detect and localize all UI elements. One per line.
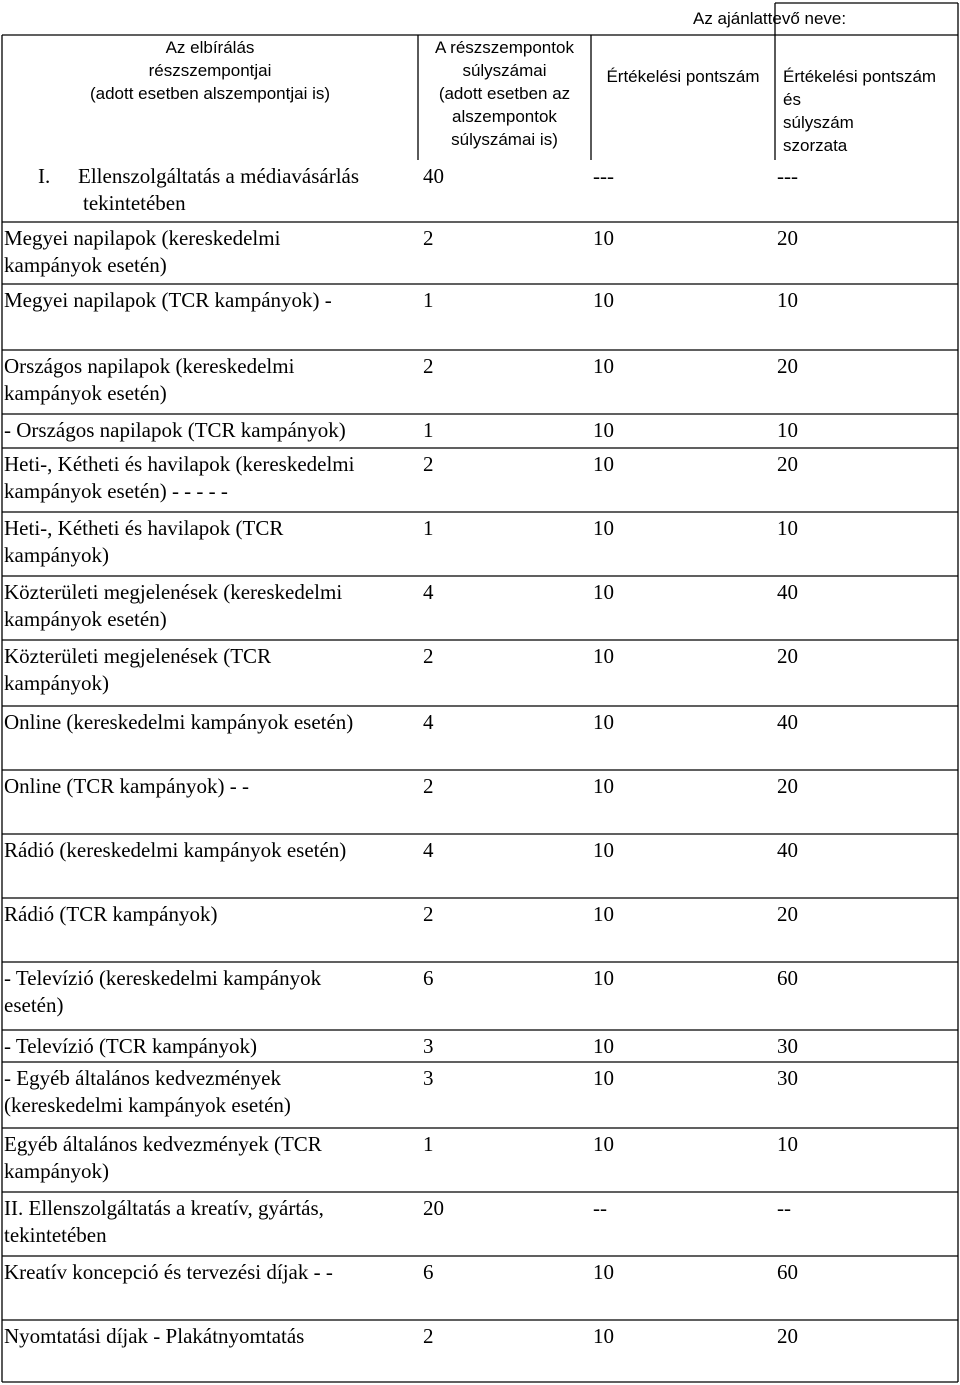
row-label-line: Megyei napilapok (TCR kampányok) -: [4, 288, 332, 312]
row-weight: 3: [423, 1034, 434, 1058]
row-label-line: - Televízió (TCR kampányok): [4, 1034, 257, 1058]
section-title: Ellenszolgáltatás a médiavásárlás: [78, 164, 360, 188]
row-product: 20: [777, 644, 798, 668]
criteria-column-header-line: (adott esetben alszempontjai is): [89, 84, 331, 103]
row-label-line: Közterületi megjelenések (TCR: [4, 644, 272, 668]
row-score: 10: [593, 516, 614, 540]
row-label-line: (kereskedelmi kampányok esetén): [4, 1093, 291, 1117]
row-product: 10: [777, 1132, 798, 1156]
row-product: 60: [777, 966, 798, 990]
row-label-line: kampányok): [4, 671, 109, 695]
row-label-line: kampányok esetén): [4, 607, 167, 631]
row-label-line: Nyomtatási díjak - Plakátnyomtatás: [4, 1324, 305, 1348]
row-weight: 4: [423, 580, 434, 604]
row-label-line: Heti-, Kétheti és havilapok (kereskedelmi: [4, 452, 355, 476]
row-label-line: Megyei napilapok (kereskedelmi: [4, 226, 281, 250]
weight-column-header-line: súlyszámai is): [451, 130, 558, 149]
row-label-line: Országos napilapok (kereskedelmi: [4, 354, 295, 378]
row-label: [4, 1033, 257, 1060]
row-product: 20: [777, 1324, 798, 1348]
row-label: [4, 287, 332, 314]
row-label: [4, 837, 346, 864]
criteria-column-header: [2, 36, 418, 105]
row-score: 10: [593, 418, 614, 442]
row-score: 10: [593, 1260, 614, 1284]
row-weight: 2: [423, 1324, 434, 1348]
row-label-line: - Országos napilapok (TCR kampányok): [4, 418, 346, 442]
row-weight: 3: [423, 1066, 434, 1090]
product-column-header-line: Értékelési pontszám: [783, 67, 937, 86]
product-column-header-line: szorzata: [783, 136, 848, 155]
row-product: 30: [777, 1034, 798, 1058]
row-weight: 20: [423, 1196, 444, 1220]
row-label-line: Rádió (kereskedelmi kampányok esetén): [4, 838, 347, 862]
row-score: 10: [593, 774, 614, 798]
row-label: [4, 225, 280, 279]
row-label: [4, 901, 217, 928]
score-column-header: [591, 65, 775, 88]
row-weight: 2: [423, 902, 434, 926]
row-score: 10: [593, 354, 614, 378]
row-product: 20: [777, 226, 798, 250]
row-label: [4, 1131, 322, 1185]
row-label-line: kampányok): [4, 543, 109, 567]
weight-column-header-line: alszempontok: [452, 107, 557, 126]
row-label-line: Online (TCR kampányok) - -: [4, 774, 249, 798]
row-score: 10: [593, 966, 614, 990]
row-score: ---: [593, 164, 614, 188]
row-label-line: Egyéb általános kedvezmények (TCR: [4, 1132, 322, 1156]
row-score: --: [593, 1196, 607, 1220]
row-weight: 1: [423, 1132, 434, 1156]
row-score: 10: [593, 580, 614, 604]
row-product: 10: [777, 418, 798, 442]
product-column-header-line: és: [783, 90, 801, 109]
row-label: [4, 643, 271, 697]
row-label-line: Online (kereskedelmi kampányok esetén): [4, 710, 354, 734]
row-label-line: - Egyéb általános kedvezmények: [4, 1066, 281, 1090]
row-label: [4, 1259, 333, 1286]
row-label: [4, 1195, 324, 1249]
row-label: [4, 1065, 291, 1119]
product-column-header: [783, 65, 936, 157]
row-score: 10: [593, 1132, 614, 1156]
row-weight: 2: [423, 226, 434, 250]
row-label-line: tekintetében: [4, 1223, 107, 1247]
row-label: [4, 709, 353, 736]
row-score: 10: [593, 710, 614, 734]
row-weight: 2: [423, 644, 434, 668]
row-label: [4, 579, 342, 633]
row-label: [4, 353, 294, 407]
row-label-line: esetén): [4, 993, 64, 1017]
row-product: 60: [777, 1260, 798, 1284]
row-score: 10: [593, 1324, 614, 1348]
row-score: 10: [593, 1034, 614, 1058]
row-product: 20: [777, 452, 798, 476]
section-number: I.: [38, 164, 51, 188]
bidder-name-label-line: Az ajánlattevő neve:: [693, 9, 847, 28]
row-score: 10: [593, 644, 614, 668]
row-label-line: Közterületi megjelenések (kereskedelmi: [4, 580, 343, 604]
row-weight: 2: [423, 354, 434, 378]
row-product: 10: [777, 288, 798, 312]
row-label: [4, 451, 354, 505]
product-column-header-line: súlyszám: [783, 113, 854, 132]
row-weight: 2: [423, 774, 434, 798]
row-weight: 40: [423, 164, 444, 188]
row-label-line: - Televízió (kereskedelmi kampányok: [4, 966, 322, 990]
row-weight: 2: [423, 452, 434, 476]
row-score: 10: [593, 226, 614, 250]
criteria-column-header-line: Az elbírálás: [165, 38, 255, 57]
row-label: [4, 417, 346, 444]
row-product: 20: [777, 902, 798, 926]
row-label-line: Rádió (TCR kampányok): [4, 902, 218, 926]
row-weight: 6: [423, 966, 434, 990]
criteria-column-header-line: részszempontjai: [148, 61, 272, 80]
weight-column-header-line: súlyszámai: [462, 61, 547, 80]
row-label-line: Kreatív koncepció és tervezési díjak - -: [4, 1260, 333, 1284]
row-product: 30: [777, 1066, 798, 1090]
row-label-line: kampányok): [4, 1159, 109, 1183]
row-weight: 4: [423, 710, 434, 734]
score-column-header-line: Értékelési pontszám: [606, 67, 760, 86]
weight-column-header-line: (adott esetben az: [438, 84, 571, 103]
weight-column-header-line: A részszempontok: [435, 38, 574, 57]
row-label-line: tekintetében: [83, 191, 186, 215]
row-score: 10: [593, 1066, 614, 1090]
row-label: [4, 1323, 304, 1350]
row-label: [4, 515, 283, 569]
row-product: --: [777, 1196, 791, 1220]
row-weight: 4: [423, 838, 434, 862]
row-product: 40: [777, 838, 798, 862]
row-product: 40: [777, 710, 798, 734]
row-label: [4, 773, 249, 800]
weight-column-header: [418, 36, 591, 151]
row-product: 20: [777, 774, 798, 798]
row-label-line: kampányok esetén) - - - - -: [4, 479, 228, 503]
row-product: 40: [777, 580, 798, 604]
row-label: [4, 965, 321, 1019]
row-label-line: Heti-, Kétheti és havilapok (TCR: [4, 516, 284, 540]
row-score: 10: [593, 902, 614, 926]
row-score: 10: [593, 838, 614, 862]
row-product: ---: [777, 164, 798, 188]
row-product: 20: [777, 354, 798, 378]
row-label-line: kampányok esetén): [4, 381, 167, 405]
row-label-line: [4, 163, 359, 190]
bidder-name-label: [693, 7, 846, 30]
row-weight: 1: [423, 516, 434, 540]
row-weight: 6: [423, 1260, 434, 1284]
row-label-line: kampányok esetén): [4, 253, 167, 277]
row-weight: 1: [423, 288, 434, 312]
row-weight: 1: [423, 418, 434, 442]
row-label-line: II. Ellenszolgáltatás a kreatív, gyártás,: [4, 1196, 324, 1220]
row-score: 10: [593, 452, 614, 476]
row-score: 10: [593, 288, 614, 312]
row-product: 10: [777, 516, 798, 540]
row-label: [4, 163, 359, 217]
